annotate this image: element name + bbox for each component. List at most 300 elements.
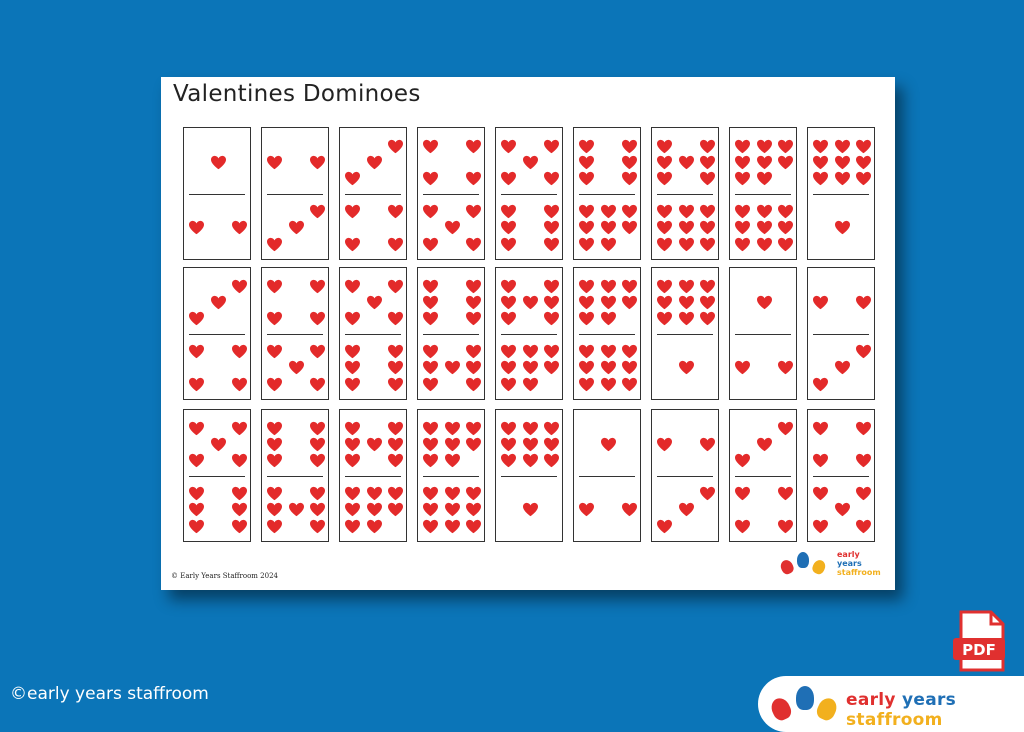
heart-icon (231, 453, 248, 468)
domino-card (183, 267, 251, 400)
heart-icon (777, 519, 794, 534)
domino-top-half (262, 128, 328, 194)
domino-bottom-half (652, 334, 718, 400)
heart-icon (678, 360, 695, 375)
pdf-label: PDF (962, 641, 996, 659)
heart-icon (500, 360, 517, 375)
heart-icon (266, 421, 283, 436)
heart-icon (422, 295, 439, 310)
heart-icon (699, 279, 716, 294)
heart-icon (600, 437, 617, 452)
heart-icon (422, 204, 439, 219)
heart-icon (734, 204, 751, 219)
heart-icon (699, 486, 716, 501)
domino-top-half (418, 128, 484, 194)
heart-icon (678, 311, 695, 326)
footer-logo-text (846, 690, 1024, 730)
heart-icon (656, 171, 673, 186)
heart-icon (777, 360, 794, 375)
heart-icon (266, 519, 283, 534)
heart-icon (465, 171, 482, 186)
domino-card (261, 267, 329, 400)
footer-word-staffroom: staffroom (846, 710, 943, 730)
domino-card (417, 267, 485, 400)
heart-icon (699, 437, 716, 452)
heart-icon (812, 377, 829, 392)
domino-card (651, 409, 719, 542)
heart-icon (578, 171, 595, 186)
heart-icon (578, 502, 595, 517)
domino-top-half (496, 268, 562, 334)
heart-icon (500, 204, 517, 219)
heart-icon (756, 220, 773, 235)
heart-icon (621, 344, 638, 359)
domino-card (807, 127, 875, 260)
heart-icon (465, 279, 482, 294)
heart-icon (188, 519, 205, 534)
heart-icon (656, 204, 673, 219)
heart-icon (465, 486, 482, 501)
heart-icon (756, 139, 773, 154)
heart-icon (834, 155, 851, 170)
heart-icon (777, 220, 794, 235)
heart-icon (734, 155, 751, 170)
heart-icon (387, 421, 404, 436)
heart-icon (266, 155, 283, 170)
heart-icon (444, 421, 461, 436)
heart-icon (444, 453, 461, 468)
domino-card (651, 267, 719, 400)
domino-bottom-half (340, 194, 406, 260)
heart-icon (812, 295, 829, 310)
domino-bottom-half (418, 476, 484, 542)
heart-icon (600, 311, 617, 326)
domino-bottom-half (418, 334, 484, 400)
heart-icon (543, 453, 560, 468)
sheet-logo (781, 548, 881, 582)
heart-icon (344, 311, 361, 326)
heart-icon (855, 453, 872, 468)
domino-bottom-half (184, 334, 250, 400)
heart-icon (344, 344, 361, 359)
heart-icon (656, 279, 673, 294)
heart-icon (522, 344, 539, 359)
heart-icon (812, 155, 829, 170)
heart-icon (366, 437, 383, 452)
heart-icon (656, 155, 673, 170)
heart-icon (309, 344, 326, 359)
heart-icon (734, 139, 751, 154)
heart-icon (500, 237, 517, 252)
heart-icon (366, 295, 383, 310)
heart-icon (855, 486, 872, 501)
heart-icon (387, 486, 404, 501)
heart-icon (465, 344, 482, 359)
heart-icon (834, 139, 851, 154)
heart-icon (522, 377, 539, 392)
heart-icon (344, 486, 361, 501)
domino-card (339, 409, 407, 542)
heart-icon (678, 204, 695, 219)
heart-icon (834, 220, 851, 235)
domino-bottom-half (808, 194, 874, 260)
heart-icon (812, 171, 829, 186)
heart-icon (834, 360, 851, 375)
footer-word-years: years (902, 690, 957, 710)
heart-icon (855, 155, 872, 170)
footer-word-early: early (846, 690, 896, 710)
domino-top-half (496, 410, 562, 476)
domino-top-half (184, 268, 250, 334)
heart-icon (500, 437, 517, 452)
domino-card (729, 127, 797, 260)
heart-icon (522, 453, 539, 468)
heart-icon (309, 155, 326, 170)
heart-icon (422, 344, 439, 359)
heart-icon (465, 377, 482, 392)
domino-top-half (808, 128, 874, 194)
heart-icon (344, 377, 361, 392)
heart-icon (621, 360, 638, 375)
heart-icon (465, 237, 482, 252)
heart-icon (621, 502, 638, 517)
heart-icon (543, 311, 560, 326)
domino-bottom-half (262, 334, 328, 400)
heart-icon (756, 295, 773, 310)
heart-icon (734, 171, 751, 186)
domino-top-half (418, 268, 484, 334)
heart-icon (422, 279, 439, 294)
heart-icon (366, 155, 383, 170)
heart-icon (387, 502, 404, 517)
domino-bottom-half (730, 476, 796, 542)
heart-icon (344, 437, 361, 452)
heart-icon (500, 311, 517, 326)
heart-icon (444, 360, 461, 375)
logo-word-years: years (837, 559, 862, 568)
heart-icon (812, 453, 829, 468)
heart-icon (777, 421, 794, 436)
heart-icon (543, 360, 560, 375)
heart-icon (734, 237, 751, 252)
domino-card (417, 127, 485, 260)
heart-icon (422, 360, 439, 375)
domino-bottom-half (184, 194, 250, 260)
footer-copyright: ©early years staffroom (10, 684, 209, 704)
heart-icon (465, 204, 482, 219)
heart-icon (656, 519, 673, 534)
domino-card (729, 409, 797, 542)
heart-icon (855, 171, 872, 186)
heart-icon (422, 377, 439, 392)
heart-icon (522, 502, 539, 517)
heart-icon (444, 519, 461, 534)
heart-icon (188, 486, 205, 501)
heart-icon (578, 220, 595, 235)
heart-icon (231, 344, 248, 359)
heart-icon (422, 486, 439, 501)
heart-icon (578, 311, 595, 326)
heart-icon (578, 204, 595, 219)
heart-icon (231, 220, 248, 235)
heart-icon (387, 204, 404, 219)
domino-card (651, 127, 719, 260)
heart-icon (543, 171, 560, 186)
domino-card (807, 409, 875, 542)
domino-card (417, 409, 485, 542)
heart-icon (231, 502, 248, 517)
heart-icon (188, 377, 205, 392)
heart-icon (266, 437, 283, 452)
heart-icon (543, 295, 560, 310)
domino-top-half (574, 128, 640, 194)
heart-icon (422, 437, 439, 452)
heart-icon (777, 155, 794, 170)
heart-icon (756, 237, 773, 252)
heart-icon (266, 279, 283, 294)
heart-icon (812, 421, 829, 436)
domino-bottom-half (808, 334, 874, 400)
heart-icon (266, 502, 283, 517)
heart-icon (656, 220, 673, 235)
heart-icon (578, 279, 595, 294)
domino-bottom-half (262, 194, 328, 260)
pdf-download-icon[interactable] (951, 610, 1011, 674)
heart-icon (855, 421, 872, 436)
heart-icon (500, 279, 517, 294)
heart-icon (855, 344, 872, 359)
heart-icon (500, 377, 517, 392)
domino-card (339, 127, 407, 260)
heart-icon (422, 453, 439, 468)
domino-top-half (340, 268, 406, 334)
heart-icon (855, 139, 872, 154)
heart-icon (387, 344, 404, 359)
heart-icon (600, 220, 617, 235)
domino-bottom-half (808, 476, 874, 542)
heart-icon (231, 486, 248, 501)
domino-bottom-half (496, 334, 562, 400)
heart-icon (266, 486, 283, 501)
domino-top-half (808, 410, 874, 476)
domino-bottom-half (184, 476, 250, 542)
heart-icon (210, 295, 227, 310)
heart-icon (656, 437, 673, 452)
heart-icon (578, 344, 595, 359)
domino-card (729, 267, 797, 400)
heart-icon (656, 139, 673, 154)
heart-icon (678, 279, 695, 294)
heart-icon (309, 279, 326, 294)
heart-icon (188, 502, 205, 517)
heart-icon (699, 204, 716, 219)
heart-icon (344, 279, 361, 294)
heart-icon (578, 377, 595, 392)
heart-icon (734, 486, 751, 501)
heart-icon (309, 502, 326, 517)
heart-icon (309, 204, 326, 219)
heart-icon (444, 486, 461, 501)
domino-top-half (340, 410, 406, 476)
heart-icon (288, 502, 305, 517)
heart-icon (600, 377, 617, 392)
sheet-title: Valentines Dominoes (173, 81, 421, 107)
domino-bottom-half (574, 334, 640, 400)
heart-icon (344, 360, 361, 375)
heart-icon (422, 421, 439, 436)
heart-icon (656, 237, 673, 252)
heart-icon (366, 519, 383, 534)
heart-icon (422, 139, 439, 154)
heart-icon (522, 295, 539, 310)
domino-card (339, 267, 407, 400)
heart-icon (500, 220, 517, 235)
domino-card (573, 267, 641, 400)
heart-icon (699, 237, 716, 252)
heart-icon (756, 204, 773, 219)
heart-icon (309, 486, 326, 501)
domino-bottom-half (574, 194, 640, 260)
heart-icon (500, 453, 517, 468)
domino-top-half (184, 128, 250, 194)
logo-word-staffroom: staffroom (837, 568, 881, 577)
domino-card (495, 409, 563, 542)
domino-bottom-half (340, 334, 406, 400)
domino-card (807, 267, 875, 400)
heart-icon (309, 377, 326, 392)
heart-icon (231, 421, 248, 436)
heart-icon (777, 486, 794, 501)
heart-icon (656, 311, 673, 326)
heart-icon (266, 311, 283, 326)
heart-icon (756, 437, 773, 452)
heart-icon (500, 295, 517, 310)
domino-grid (161, 77, 895, 590)
heart-icon (621, 139, 638, 154)
domino-top-half (652, 410, 718, 476)
heart-icon (266, 344, 283, 359)
heart-icon (777, 204, 794, 219)
domino-top-half (652, 268, 718, 334)
domino-top-half (262, 410, 328, 476)
heart-icon (834, 171, 851, 186)
domino-top-half (730, 268, 796, 334)
domino-card (183, 127, 251, 260)
heart-icon (422, 519, 439, 534)
heart-icon (522, 360, 539, 375)
heart-icon (344, 421, 361, 436)
heart-icon (387, 311, 404, 326)
heart-icon (678, 220, 695, 235)
heart-icon (543, 437, 560, 452)
heart-icon (678, 502, 695, 517)
worksheet-sheet (161, 77, 895, 590)
domino-top-half (574, 410, 640, 476)
heart-icon (444, 437, 461, 452)
heart-icon (422, 237, 439, 252)
heart-icon (734, 220, 751, 235)
heart-icon (500, 344, 517, 359)
domino-bottom-half (496, 194, 562, 260)
domino-top-half (730, 128, 796, 194)
heart-icon (344, 453, 361, 468)
heart-icon (465, 295, 482, 310)
domino-bottom-half (652, 476, 718, 542)
heart-icon (734, 453, 751, 468)
heart-icon (777, 139, 794, 154)
logo-word-early: early (837, 550, 860, 559)
heart-icon (543, 204, 560, 219)
heart-icon (344, 519, 361, 534)
heart-icon (266, 377, 283, 392)
heart-icon (578, 155, 595, 170)
heart-icon (734, 519, 751, 534)
heart-icon (678, 237, 695, 252)
domino-card (573, 127, 641, 260)
heart-icon (188, 421, 205, 436)
domino-top-half (262, 268, 328, 334)
heart-icon (621, 295, 638, 310)
heart-icon (387, 139, 404, 154)
heart-icon (188, 453, 205, 468)
heart-icon (500, 139, 517, 154)
heart-icon (543, 421, 560, 436)
heart-icon (522, 421, 539, 436)
heart-icon (578, 139, 595, 154)
heart-icon (387, 237, 404, 252)
heart-icon (699, 171, 716, 186)
domino-bottom-half (574, 476, 640, 542)
heart-icon (387, 279, 404, 294)
heart-icon (734, 360, 751, 375)
heart-icon (600, 279, 617, 294)
heart-icon (699, 311, 716, 326)
heart-icon (387, 453, 404, 468)
heart-icon (543, 139, 560, 154)
heart-icon (366, 502, 383, 517)
heart-icon (812, 139, 829, 154)
heart-icon (288, 220, 305, 235)
heart-icon (231, 279, 248, 294)
heart-icon (288, 360, 305, 375)
heart-icon (309, 421, 326, 436)
heart-icon (344, 237, 361, 252)
domino-bottom-half (730, 334, 796, 400)
heart-icon (210, 155, 227, 170)
heart-icon (543, 344, 560, 359)
heart-icon (600, 344, 617, 359)
heart-icon (600, 204, 617, 219)
heart-icon (465, 360, 482, 375)
heart-icon (699, 295, 716, 310)
heart-icon (422, 311, 439, 326)
domino-bottom-half (496, 476, 562, 542)
heart-icon (465, 437, 482, 452)
heart-icon (231, 377, 248, 392)
heart-icon (231, 519, 248, 534)
heart-icon (699, 155, 716, 170)
domino-card (183, 409, 251, 542)
heart-icon (500, 171, 517, 186)
heart-icon (812, 519, 829, 534)
heart-icon (855, 295, 872, 310)
heart-icon (621, 155, 638, 170)
heart-icon (387, 360, 404, 375)
domino-card (495, 267, 563, 400)
heart-icon (621, 220, 638, 235)
heart-icon (188, 344, 205, 359)
heart-icon (621, 279, 638, 294)
